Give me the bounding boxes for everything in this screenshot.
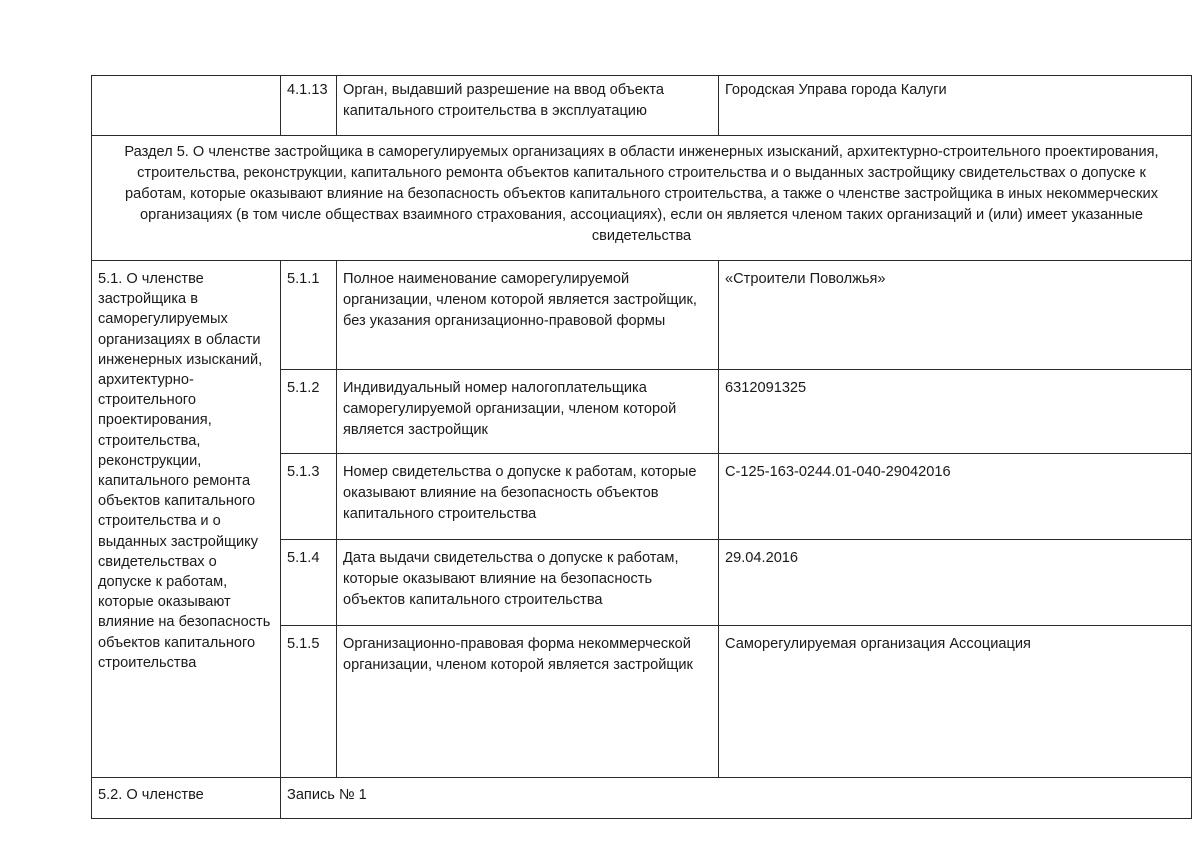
item-code: 5.1.3	[281, 454, 337, 540]
item-code: 5.1.1	[281, 261, 337, 370]
item-label: Орган, выдавший разрешение на ввод объекта капитального строительства в эксплуатацию	[337, 76, 719, 136]
section-5-title: Раздел 5. О членстве застройщика в саморегулируемых организациях в области инженерных изысканий, архитектурно-строительного проектирования, строительства, реконструкции, капитального ремонта объектов капитального строительства и о выданных застройщику свидетельствах о допуске к работам, которые оказывают влияние на безопасность объектов капитального строительства, а также о членстве застройщика в иных некоммерческих организациях (в том числе обществах взаимного страхования, ассоциациях), если он является членом таких организаций и (или) имеет указанные свидетельства	[92, 136, 1192, 261]
item-label: Полное наименование саморегулируемой организации, членом которой является застройщик, без указания организационно-правовой формы	[337, 261, 719, 370]
section-5-header-row	[92, 136, 1192, 261]
item-code: 5.1.4	[281, 540, 337, 626]
item-label: Номер свидетельства о допуске к работам, которые оказывают влияние на безопасность объектов капитального строительства	[337, 454, 719, 540]
record-label: Запись № 1	[281, 778, 1192, 819]
item-value: «Строители Поволжья»	[719, 261, 1192, 370]
item-value: Городская Управа города Калуги	[719, 76, 1192, 136]
item-value: С-125-163-0244.01-040-29042016	[719, 454, 1192, 540]
table-row-5-2	[92, 778, 1192, 819]
item-label: Организационно-правовая форма некоммерческой организации, членом которой является застройщик	[337, 626, 719, 778]
item-code: 4.1.13	[281, 76, 337, 136]
item-value: 6312091325	[719, 370, 1192, 454]
item-value: 29.04.2016	[719, 540, 1192, 626]
subsection-5-2-heading: 5.2. О членстве	[92, 778, 281, 819]
item-label: Индивидуальный номер налогоплательщика саморегулируемой организации, членом которой является застройщик	[337, 370, 719, 454]
table-row-5-1-1	[92, 261, 1192, 370]
item-code: 5.1.2	[281, 370, 337, 454]
empty-cell	[92, 76, 281, 136]
subsection-5-1-heading: 5.1. О членстве застройщика в саморегулируемых организациях в области инженерных изысканий, архитектурно-строительного проектирования, строительства, реконструкции, капитального ремонта объектов капитального строительства и о выданных застройщику свидетельствах о допуске к работам, которые оказывают влияние на безопасность объектов капитального строительства	[92, 261, 281, 778]
table-row-4-1-13	[92, 76, 1192, 136]
disclosure-table	[91, 75, 1192, 819]
item-value: Саморегулируемая организация Ассоциация	[719, 626, 1192, 778]
item-code: 5.1.5	[281, 626, 337, 778]
item-label: Дата выдачи свидетельства о допуске к работам, которые оказывают влияние на безопасность объектов капитального строительства	[337, 540, 719, 626]
